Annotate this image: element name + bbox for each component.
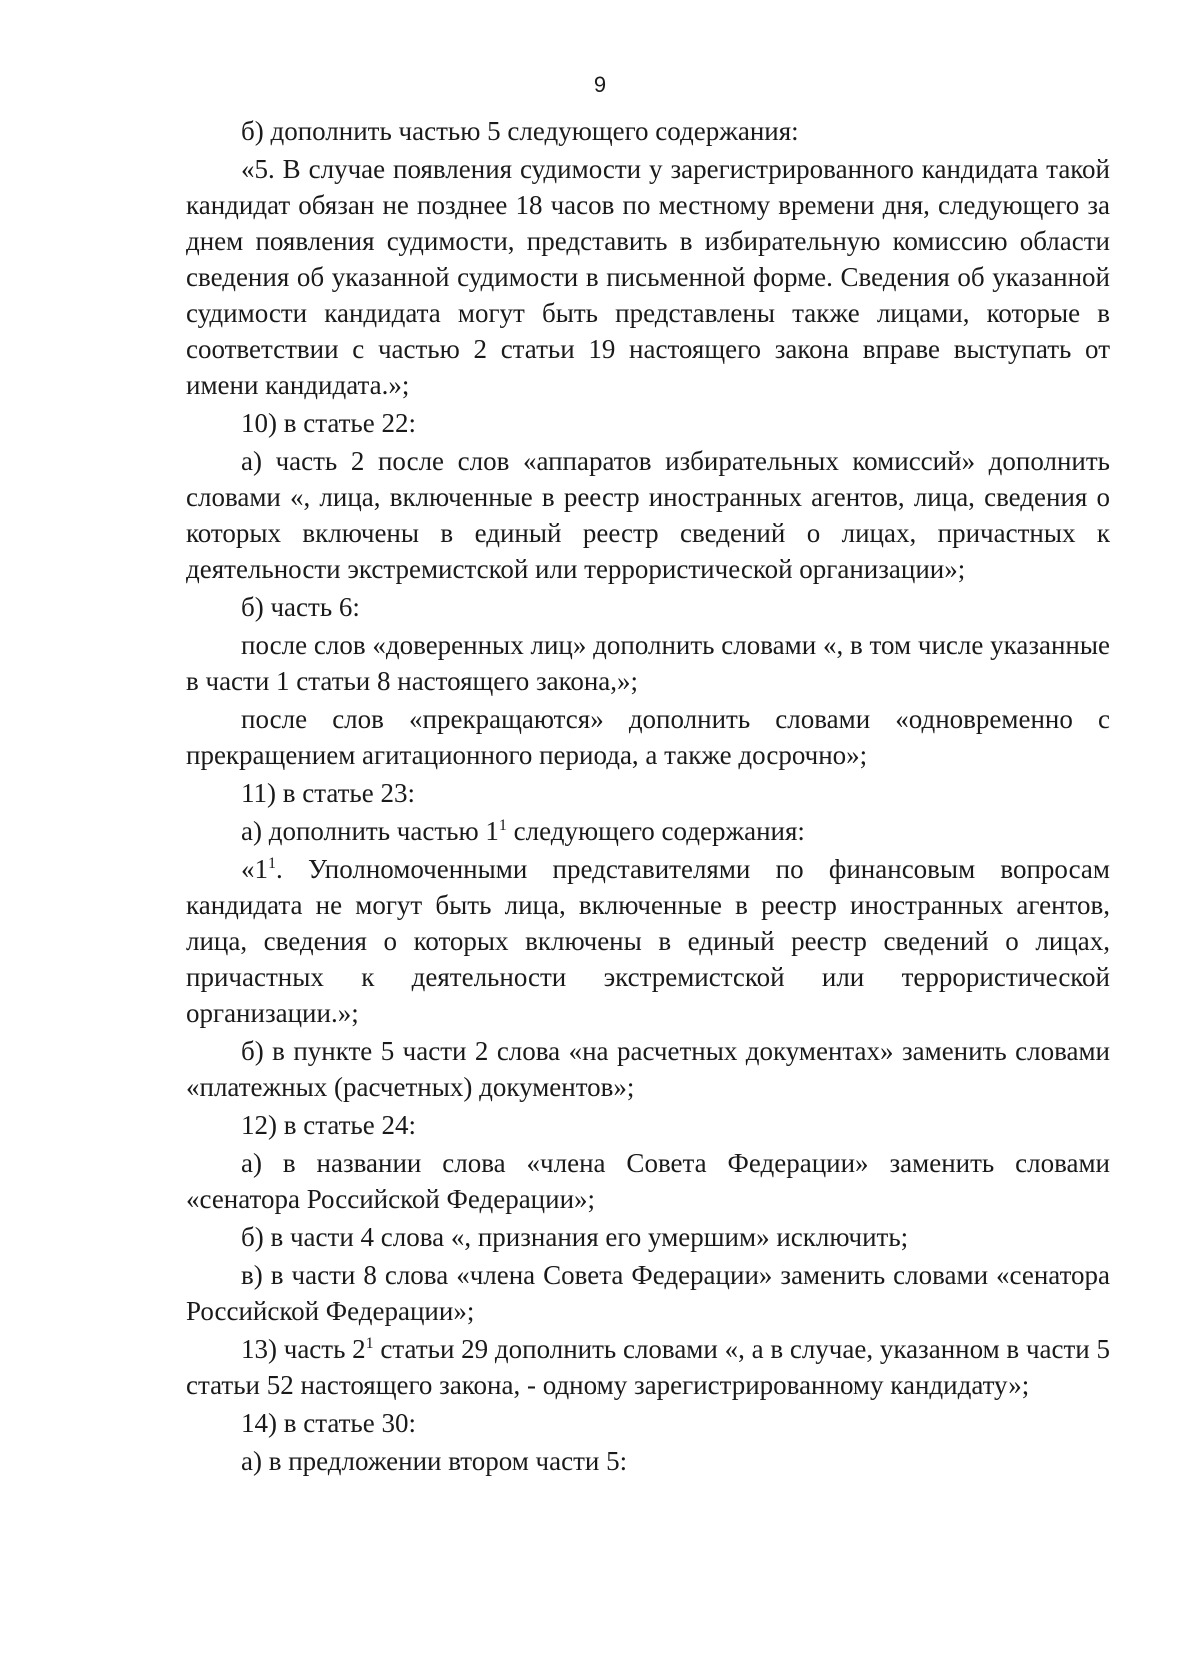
paragraph: б) часть 6: [241, 592, 360, 622]
document-body [186, 113, 1110, 1481]
paragraph: 13) часть $2^1$ статьи 29 дополнить словами «, а в случае, указанном в части 5 статьи 52 настоящего закона, - одному зарегистрированному кандидату»; [186, 1334, 1110, 1400]
paragraph: а) в предложении втором части 5: [241, 1446, 628, 1476]
paragraph: а) часть 2 после слов «аппаратов избирательных комиссий» дополнить словами «, лица, включенные в реестр иностранных агентов, лица, сведения о которых включены в единый реестр сведений о лицах, причастных к деятельности экстремистской или террористической организации»; [186, 446, 1110, 584]
page-number: 9 [593, 72, 607, 97]
paragraph: а) дополнить частью $1^1$ следующего содержания: [241, 816, 805, 846]
paragraph: после слов «доверенных лиц» дополнить словами «, в том числе указанные в части 1 статьи 8 настоящего закона,»; [186, 630, 1110, 696]
paragraph: б) в части 4 слова «, признания его умершим» исключить; [241, 1222, 909, 1252]
paragraph: б) дополнить частью 5 следующего содержания: [241, 116, 799, 146]
paragraph: в) в части 8 слова «члена Совета Федерации» заменить словами «сенатора Российской Федерации»; [186, 1260, 1110, 1326]
paragraph: 11) в статье 23: [241, 778, 415, 808]
paragraph: б) в пункте 5 части 2 слова «на расчетных документах» заменить словами «платежных (расчетных) документов»; [186, 1036, 1110, 1102]
paragraph: «$1^1$. Уполномоченными представителями по финансовым вопросам кандидата не могут быть лица, включенные в реестр иностранных агентов, лица, сведения о которых включены в единый реестр сведений о лицах, причастных к деятельности экстремистской или террористической организации.»; [186, 854, 1110, 1028]
paragraph: а) в названии слова «члена Совета Федерации» заменить словами «сенатора Российской Федерации»; [186, 1148, 1110, 1214]
paragraph: 10) в статье 22: [241, 408, 416, 438]
superscript: 1 [498, 817, 507, 834]
paragraph: 14) в статье 30: [241, 1408, 416, 1438]
paragraph: после слов «прекращаются» дополнить словами «одновременно с прекращением агитационного периода, а также досрочно»; [186, 704, 1110, 770]
superscript: 1 [268, 855, 276, 872]
paragraph: 12) в статье 24: [241, 1110, 416, 1140]
superscript: 1 [365, 1335, 374, 1352]
paragraph: «5. В случае появления судимости у зарегистрированного кандидата такой кандидат обязан не позднее 18 часов по местному времени дня, следующего за днем появления судимости, представить в избирательную комиссию области сведения об указанной судимости в письменной форме. Сведения об указанной судимости кандидата могут быть представлены также лицами, которые в соответствии с частью 2 статьи 19 настоящего закона вправе выступать от имени кандидата.»; [186, 154, 1110, 400]
